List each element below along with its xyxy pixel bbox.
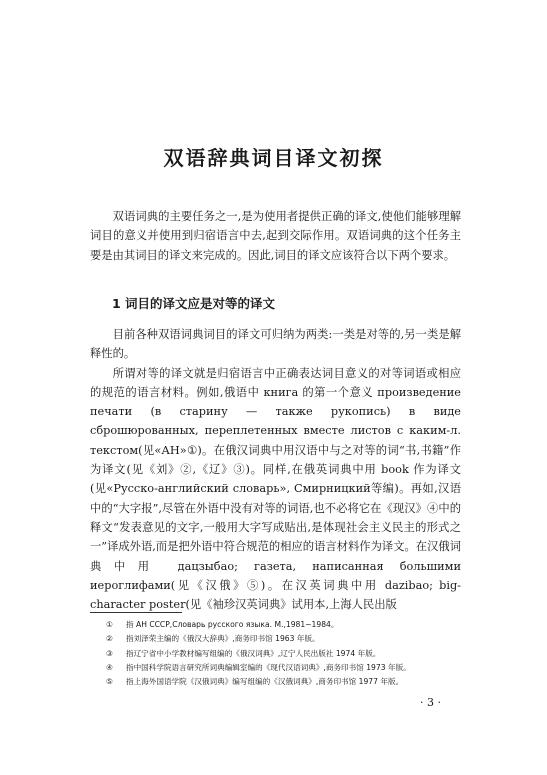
footnotes — [106, 618, 466, 689]
page-number: · 3 · — [420, 696, 441, 709]
footnote-number: ③ — [106, 648, 113, 658]
body-paragraph: 所谓对等的译文就是归宿语言中正确表达词目意义的对等词语或相应的规范的语言材料。例如,俄语中 книга 的第一个意义 произведение печати (в старину — также рукопись) в виде сброшюрованных, переплетенных вместе листов с каким-л. текстом(见«АН»①)。在俄汉词典中用汉语中与之对等的词“书,书籍”作为译文(见《刘》②,《辽》③)。同样,在俄英词典中用 book 作为译文(见«Русско-английский словарь», Смирницкий等编)。再如,汉语中的“大字报”,尽管在外语中没有对等的词语,也不必将它在《现汉》④中的释文“发表意见的文字,一般用大字写成贴出,是体现社会主义民主的形式之一”译成外语,而是把外语中符合规范的相应的语言材料作为译文。在汉俄词典中用 дацзыбао; газета, написанная большими иероглифами(见《汉俄》⑤)。在汉英词典中用 dazibao; big-character poster(见《袖珍汉英词典》试用本,上海人民出版 — [90, 366, 461, 612]
intro-block — [90, 207, 461, 265]
article-title: 双语辞典词目译文初探 — [163, 146, 384, 170]
footnote-number: ① — [106, 620, 113, 629]
footnote-number: ② — [106, 634, 113, 644]
footnote-number: ⑤ — [106, 677, 113, 687]
footnote — [106, 675, 466, 689]
footnote-text: 指 АН СССР,Словарь русского языка. М.,1981~1984。 — [126, 620, 339, 629]
footnote-number: ④ — [106, 662, 113, 672]
footnote — [106, 647, 466, 661]
section-body — [90, 325, 461, 614]
footnote-text: 指刘泽荣主编的《俄汉大辞典》,商务印书馆 1963 年版。 — [126, 634, 320, 644]
footnote-text: 指中国科学院语言研究所词典编辑室编的《现代汉语词典》,商务印书馆 1973 年版。 — [126, 662, 411, 672]
footnote-divider — [90, 612, 182, 613]
footnote-text: 指上海外国语学院《汉俄词典》编写组编的《汉俄词典》,商务印书馆 1977 年版。 — [126, 677, 404, 687]
footnote — [106, 661, 466, 675]
body-paragraph: 目前各种双语词典词目的译文可归纳为两类:一类是对等的,另一类是解释性的。 — [90, 328, 461, 361]
footnote-text: 指辽宁省中小学教材编写组编的《俄汉词典》,辽宁人民出版社 1974 年版。 — [126, 648, 381, 658]
intro-paragraph: 双语词典的主要任务之一,是为使用者提供正确的译文,使他们能够理解词目的意义并使用到归宿语言中去,起到交际作用。双语词典的这个任务主要是由其词目的译文来完成的。因此,词目的译文应该符合以下两个要求。 — [90, 210, 461, 262]
footnote — [106, 632, 466, 646]
section-heading: 1 词目的译文应是对等的译文 — [112, 296, 276, 311]
footnote — [106, 618, 466, 632]
